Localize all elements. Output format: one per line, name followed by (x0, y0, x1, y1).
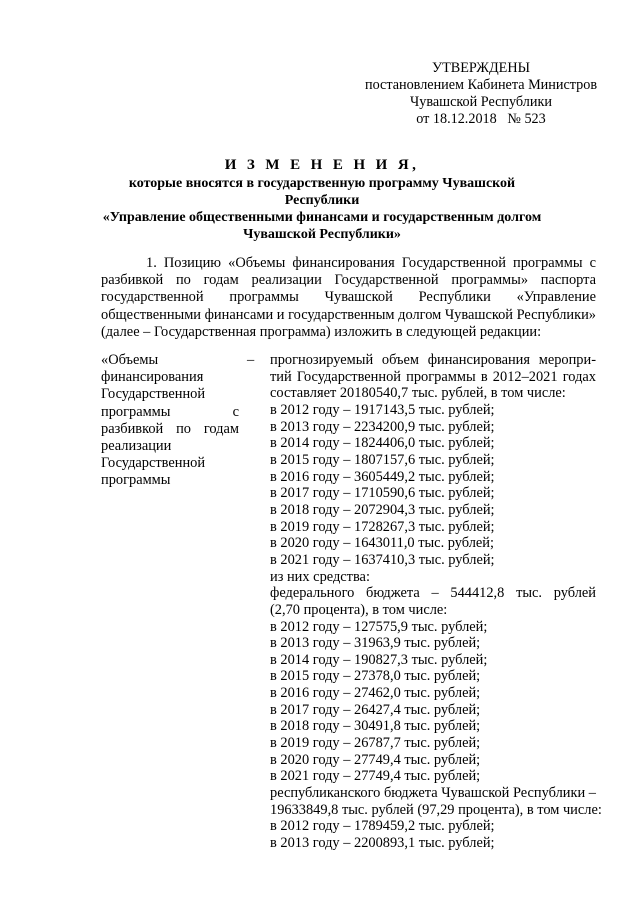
year-line: в 2017 году – 26427,4 тыс. рублей; (270, 701, 481, 718)
approval-line: УТВЕРЖДЕНЫ (432, 60, 530, 76)
year-line: в 2021 году – 27749,4 тыс. рублей; (270, 768, 481, 785)
federal-line: (2,70 процента), в том числе: (270, 601, 448, 618)
year-line: в 2018 году – 30491,8 тыс. рублей; (270, 718, 481, 735)
year-line: в 2013 году – 2200893,1 тыс. рублей; (270, 835, 495, 852)
approval-stamp (356, 60, 606, 128)
year-line: в 2014 году – 1824406,0 тыс. рублей; (270, 435, 495, 452)
passport-dash: – (247, 352, 255, 368)
republic-line: республиканского бюджета Чувашской Республики – (270, 785, 596, 802)
title-line: Чувашской Республики» (243, 227, 401, 242)
title-line: «Управление общественными финансами и государственным долгом (102, 210, 542, 225)
year-line: в 2012 году – 1789459,2 тыс. рублей; (270, 818, 495, 835)
year-line: в 2018 году – 2072904,3 тыс. рублей; (270, 501, 495, 518)
total-line: тий Государственной программы в 2012–2021 годах (270, 368, 596, 385)
passport-right-text (270, 352, 602, 852)
approval-date: от 18.12.2018 № 523 (416, 111, 546, 127)
left-label-text: «Объемы финансирования Государственной программы с разбивкой по годам реализации Государственной программы (101, 352, 239, 489)
year-line: в 2019 году – 26787,7 тыс. рублей; (270, 735, 481, 752)
passport-left-label (101, 352, 239, 490)
year-line: в 2020 году – 27749,4 тыс. рублей; (270, 751, 481, 768)
year-line: в 2013 году – 31963,9 тыс. рублей; (270, 635, 481, 652)
republic-line: 19633849,8 тыс. рублей (97,29 процента), в том числе: (270, 801, 602, 818)
year-line: в 2013 году – 2234200,9 тыс. рублей; (270, 418, 495, 435)
of-which-line: из них средства: (270, 568, 370, 585)
title-heading: И З М Е Н Е Н И Я, (224, 157, 420, 173)
year-line: в 2017 году – 1710590,6 тыс. рублей; (270, 485, 495, 502)
year-line: в 2016 году – 3605449,2 тыс. рублей; (270, 468, 495, 485)
year-line: в 2012 году – 127575,9 тыс. рублей; (270, 618, 488, 635)
year-line: в 2015 году – 1807157,6 тыс. рублей; (270, 451, 495, 468)
total-line: прогнозируемый объем финансирования меропри- (270, 352, 596, 368)
year-line: в 2016 году – 27462,0 тыс. рублей; (270, 685, 481, 702)
intro-paragraph (101, 255, 596, 341)
intro-text: 1. Позицию «Объемы финансирования Государственной программы с разбивкой по годам реализации Государственной программы» паспорта государственной программы Чувашской Республики «Управление общественными финансами и государственным долгом Чувашской Республики» (далее – Государственная программа) изложить в следующей редакции: (101, 255, 596, 340)
document-title (100, 157, 544, 243)
approval-line: постановлением Кабинета Министров (364, 77, 598, 93)
approval-line: Чувашской Республики (410, 94, 552, 110)
year-line: в 2014 году – 190827,3 тыс. рублей; (270, 651, 488, 668)
year-line: в 2021 году – 1637410,3 тыс. рублей; (270, 551, 495, 568)
federal-line: федерального бюджета – 544412,8 тыс. рублей (270, 585, 596, 602)
total-line: составляет 20180540,7 тыс. рублей, в том числе: (270, 385, 566, 402)
year-line: в 2020 году – 1643011,0 тыс. рублей; (270, 535, 495, 552)
year-line: в 2019 году – 1728267,3 тыс. рублей; (270, 518, 495, 535)
title-line: которые вносятся в государственную программу Чувашской Республики (128, 176, 516, 208)
year-line: в 2015 году – 27378,0 тыс. рублей; (270, 668, 481, 685)
year-line: в 2012 году – 1917143,5 тыс. рублей; (270, 401, 495, 418)
